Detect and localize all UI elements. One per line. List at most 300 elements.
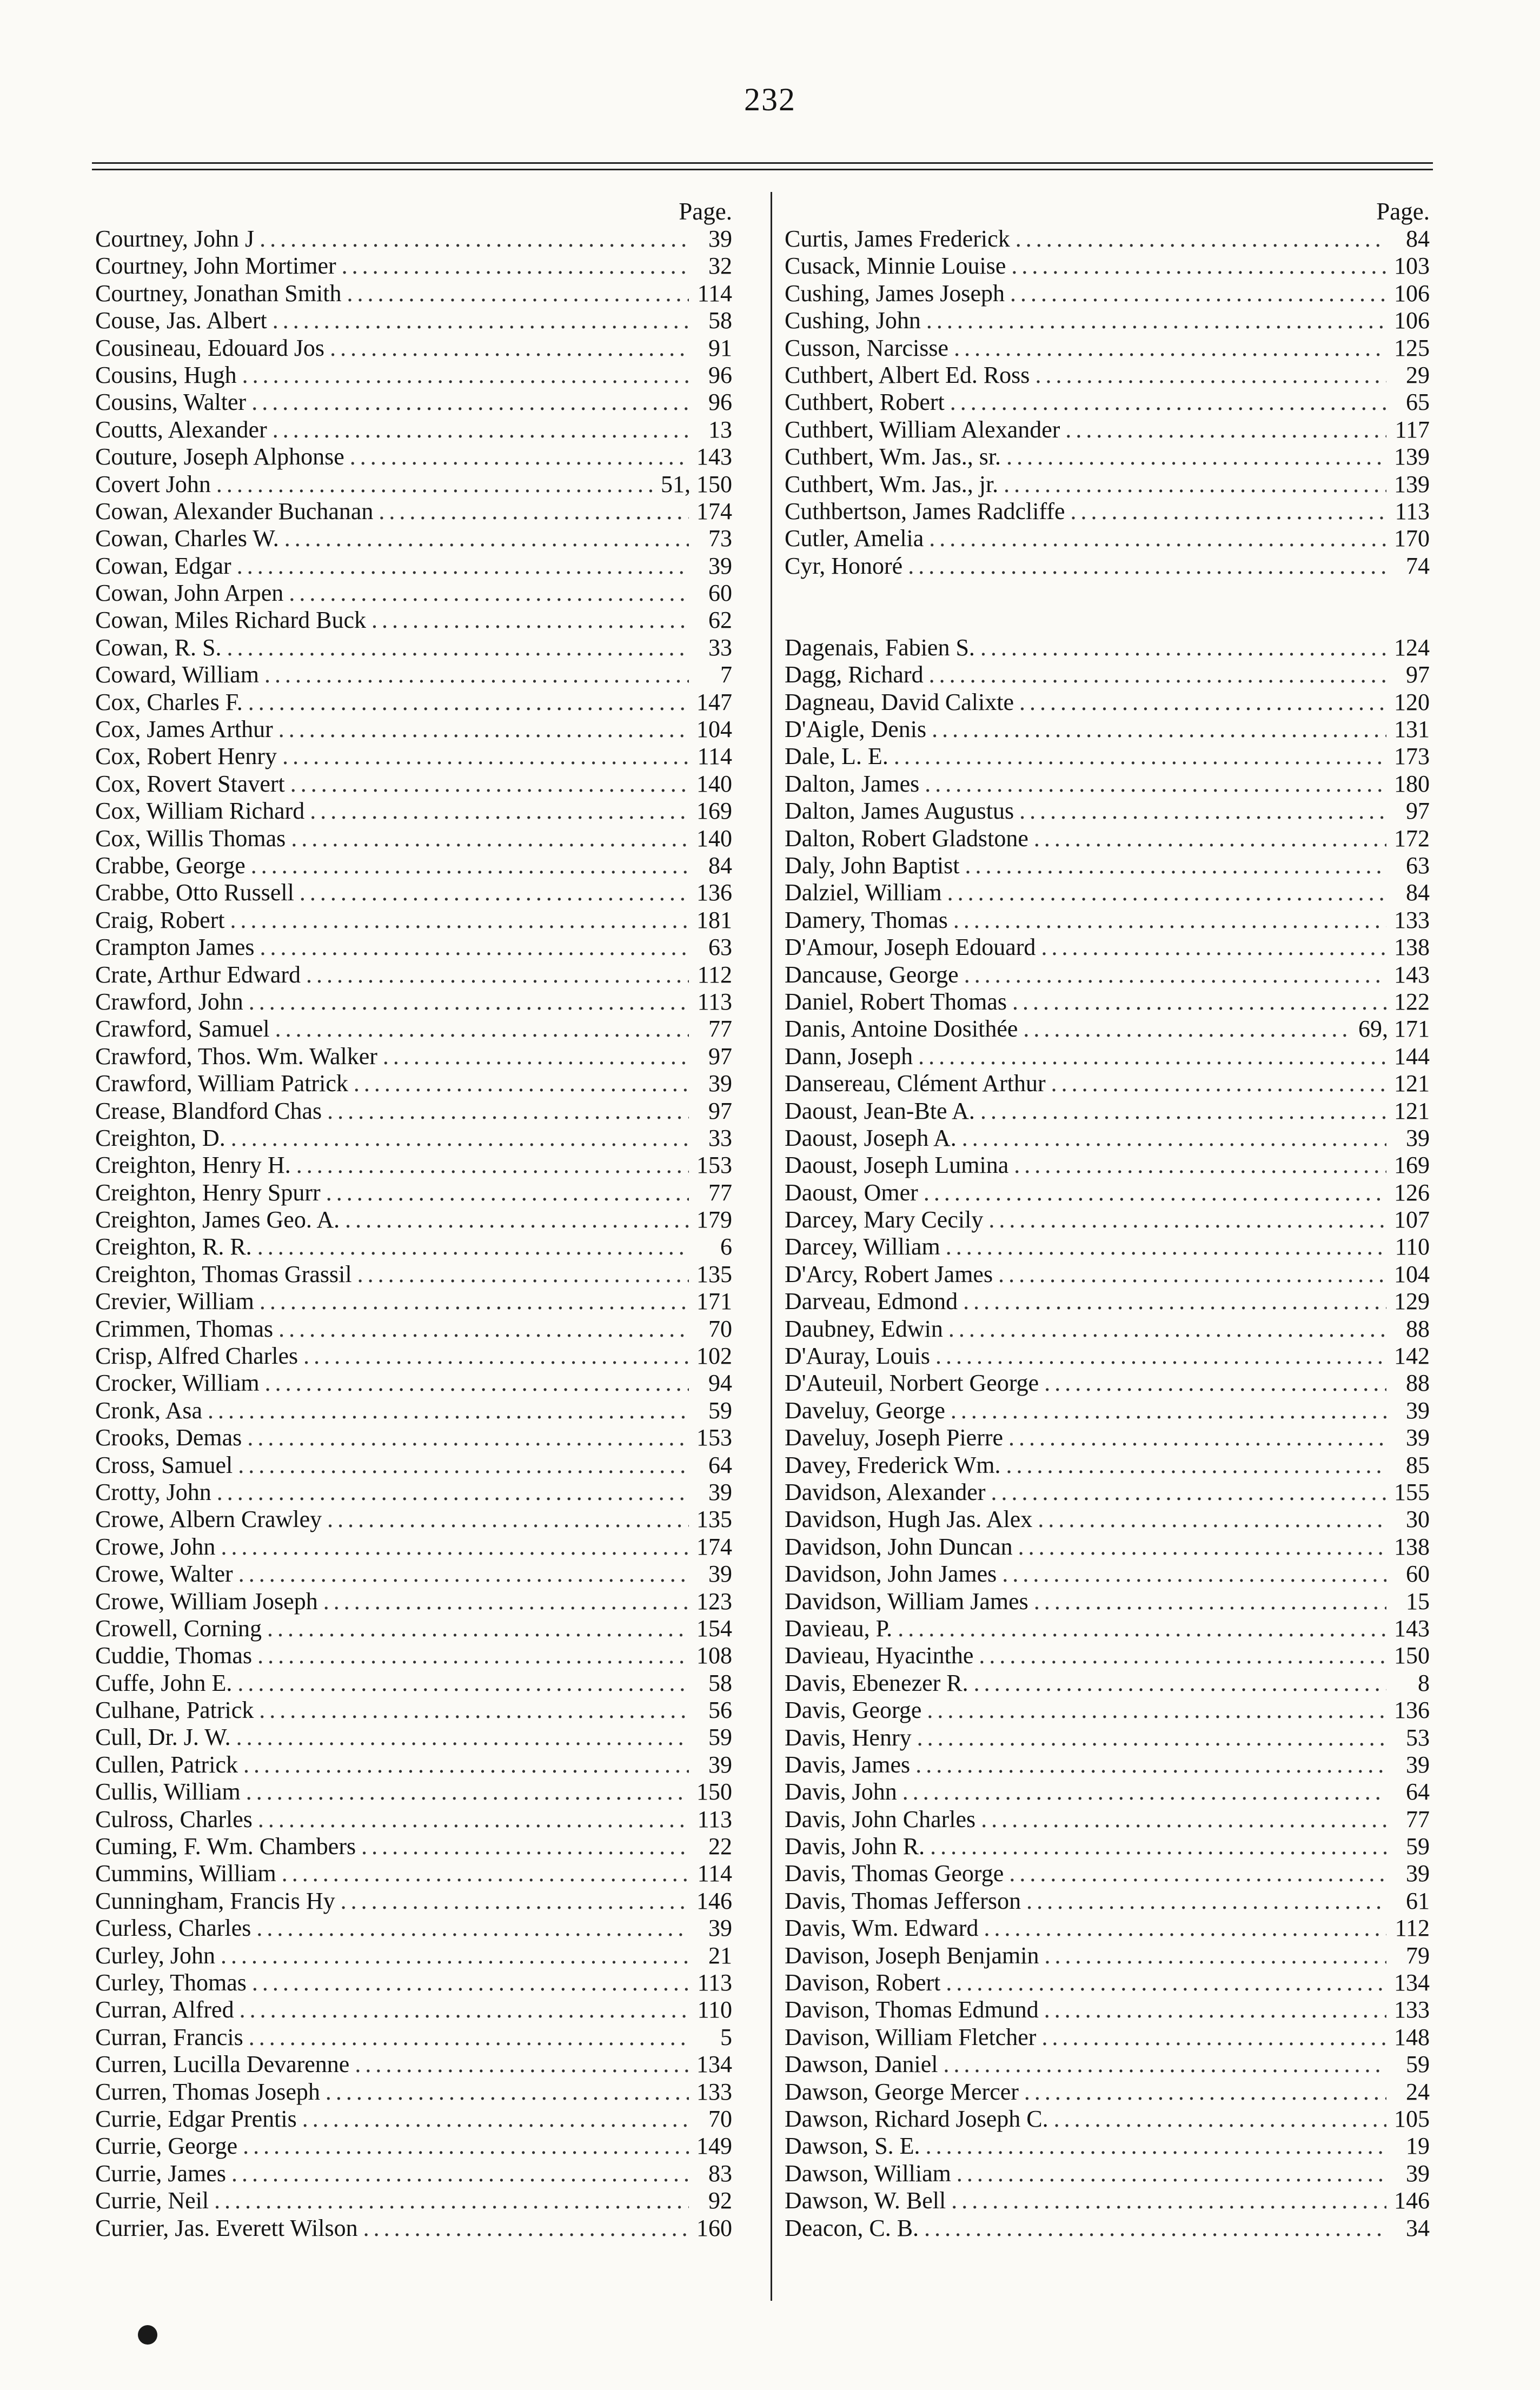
dot-leader (954, 335, 1386, 362)
entry-name: Curran, Alfred (95, 1996, 234, 2023)
dot-leader (227, 634, 689, 661)
dot-leader (231, 1125, 689, 1152)
index-entry (92, 335, 735, 362)
index-entry (92, 1206, 735, 1233)
dot-leader (303, 1343, 689, 1370)
entry-page: 108 (696, 1642, 732, 1669)
entry-name: Dann, Joseph (785, 1043, 913, 1070)
index-entry (781, 2051, 1433, 2078)
entry-name: Dancause, George (785, 961, 959, 988)
header-rule-top (92, 162, 1433, 164)
index-entry (92, 1996, 735, 2023)
entry-name: Cullis, William (95, 1778, 241, 1805)
index-entry (781, 907, 1433, 934)
index-entry (92, 1125, 735, 1152)
dot-leader (965, 852, 1386, 879)
column-heading: Page. (679, 198, 732, 225)
entry-page: 138 (1394, 1533, 1430, 1560)
entry-page: 169 (1394, 1152, 1430, 1179)
entry-name: Dawson, Daniel (785, 2051, 938, 2078)
section-gap (781, 580, 1433, 634)
entry-page: 32 (708, 253, 732, 280)
entry-page: 171 (696, 1288, 732, 1315)
entry-page: 69, 171 (1358, 1015, 1430, 1043)
dot-leader (980, 634, 1386, 661)
entry-name: Davidson, William James (785, 1588, 1028, 1615)
index-entry (92, 1261, 735, 1288)
dot-leader (216, 471, 655, 498)
entry-page: 125 (1394, 334, 1430, 361)
entry-name: Davis, Thomas Jefferson (785, 1887, 1021, 1914)
dot-leader (988, 1206, 1386, 1233)
index-entry (92, 1397, 735, 1424)
entry-page: 154 (696, 1615, 732, 1642)
entry-name: Davis, James (785, 1751, 911, 1778)
index-entry (781, 1806, 1433, 1833)
index-entry (92, 1751, 735, 1778)
entry-page: 172 (1394, 825, 1430, 852)
entry-name: Cross, Samuel (95, 1451, 233, 1478)
index-entry (92, 1506, 735, 1533)
index-entry (781, 471, 1433, 498)
index-entry (92, 1806, 735, 1833)
dot-leader (275, 1015, 689, 1043)
index-entry (92, 1561, 735, 1588)
dot-leader (342, 253, 689, 280)
entry-name: Cunningham, Francis Hy (95, 1887, 335, 1914)
entry-name: Davieau, Hyacinthe (785, 1642, 974, 1669)
entry-name: Couture, Joseph Alphonse (95, 443, 344, 470)
entry-name: Courtney, John Mortimer (95, 253, 336, 280)
entry-name: Crocker, William (95, 1370, 260, 1397)
dot-leader (1002, 1561, 1386, 1588)
index-entry (781, 1969, 1433, 1996)
entry-page: 140 (696, 770, 732, 797)
entry-page: 63 (708, 934, 732, 961)
entry-name: Daveluy, George (785, 1397, 945, 1424)
entry-name: Creighton, James Geo. A. (95, 1206, 340, 1233)
index-entry (92, 1370, 735, 1397)
dot-leader (1044, 1370, 1386, 1397)
index-entry (92, 961, 735, 988)
entry-name: Darveau, Edmond (785, 1288, 958, 1315)
entry-name: Davidson, Hugh Jas. Alex (785, 1506, 1033, 1533)
dot-leader (248, 689, 689, 716)
index-entry (781, 825, 1433, 852)
dot-leader (221, 1533, 689, 1561)
index-entry (92, 852, 735, 879)
dot-leader (355, 2051, 689, 2078)
entry-page: 33 (708, 634, 732, 661)
index-entry (781, 661, 1433, 688)
dot-leader (1008, 1424, 1386, 1451)
entry-page: 59 (708, 1397, 732, 1424)
entry-name: Davidson, Alexander (785, 1478, 986, 1505)
index-entry (781, 961, 1433, 988)
entry-page: 150 (696, 1778, 732, 1805)
dot-leader (1035, 362, 1386, 389)
entry-page: 8 (1418, 1669, 1430, 1696)
dot-leader (957, 2160, 1386, 2187)
entry-page: 150 (1394, 1642, 1430, 1669)
dot-leader (306, 961, 689, 988)
dot-leader (260, 225, 689, 253)
dot-leader (345, 1206, 689, 1233)
entry-page: 124 (1394, 634, 1430, 661)
index-entry (92, 607, 735, 634)
dot-leader (924, 1179, 1386, 1206)
index-entry (781, 389, 1433, 416)
entry-page: 74 (1406, 552, 1430, 579)
entry-page: 77 (708, 1015, 732, 1043)
dot-leader (950, 389, 1386, 416)
entry-page: 153 (696, 1424, 732, 1451)
dot-leader (1071, 498, 1386, 525)
entry-name: Danis, Antoine Dosithée (785, 1015, 1018, 1043)
entry-page: 104 (696, 716, 732, 743)
entry-page: 107 (1394, 1206, 1430, 1233)
entry-name: Dalton, James Augustus (785, 798, 1014, 825)
index-entry (781, 335, 1433, 362)
index-entry (781, 2215, 1433, 2242)
entry-page: 30 (1406, 1506, 1430, 1533)
dot-leader (902, 1778, 1386, 1805)
entry-page: 133 (696, 2078, 732, 2105)
entry-page: 92 (708, 2187, 732, 2214)
index-entry (92, 553, 735, 580)
index-entry (92, 1424, 735, 1451)
dot-leader (946, 1233, 1386, 1260)
dot-leader (1045, 1942, 1386, 1969)
entry-name: Cuthbertson, James Radcliffe (785, 497, 1065, 525)
index-entry (781, 1533, 1433, 1561)
entry-name: Daubney, Edwin (785, 1315, 943, 1342)
dot-leader (278, 716, 689, 743)
index-entry (781, 1888, 1433, 1915)
entry-name: Darcey, Mary Cecily (785, 1206, 984, 1233)
entry-name: Coward, William (95, 661, 259, 688)
dot-leader (361, 1833, 689, 1860)
index-entry (92, 1724, 735, 1751)
entry-page: 61 (1406, 1887, 1430, 1914)
index-entry (92, 2133, 735, 2160)
index-entry (781, 1261, 1433, 1288)
entry-page: 148 (1394, 2023, 1430, 2050)
entry-name: Cuddie, Thomas (95, 1642, 253, 1669)
index-entry (92, 634, 735, 661)
entry-name: Cuthbert, William Alexander (785, 416, 1060, 443)
entry-page: 59 (1406, 1833, 1430, 1860)
index-entry (92, 525, 735, 552)
index-entry (781, 1860, 1433, 1887)
dot-leader (963, 1288, 1386, 1315)
entry-page: 180 (1394, 770, 1430, 797)
index-entry (781, 1778, 1433, 1805)
entry-name: Dale, L. E. (785, 743, 888, 770)
entry-name: Davis, John R. (785, 1833, 925, 1860)
entry-page: 56 (708, 1697, 732, 1724)
entry-page: 94 (708, 1370, 732, 1397)
entry-page: 123 (696, 1588, 732, 1615)
entry-page: 126 (1394, 1179, 1430, 1206)
index-entry (781, 2133, 1433, 2160)
index-entry (781, 1152, 1433, 1179)
dot-leader (929, 525, 1386, 552)
index-entry (781, 362, 1433, 389)
dot-leader (925, 771, 1386, 798)
entry-page: 117 (1395, 416, 1430, 443)
entry-name: Creighton, Henry H. (95, 1152, 291, 1179)
entry-page: 160 (696, 2214, 732, 2241)
index-entry (92, 2187, 735, 2214)
entry-page: 174 (696, 1533, 732, 1560)
index-entry (92, 389, 735, 416)
entry-name: D'Auray, Louis (785, 1343, 931, 1370)
index-entry (781, 2187, 1433, 2214)
entry-name: Cox, James Arthur (95, 716, 273, 743)
entry-name: Davieau, P. (785, 1615, 893, 1642)
entry-name: Currie, Edgar Prentis (95, 2105, 297, 2132)
index-entry (781, 1915, 1433, 1942)
entry-list (92, 225, 735, 2242)
dot-leader (246, 1778, 689, 1805)
entry-page: 133 (1394, 906, 1430, 933)
index-entry (781, 1452, 1433, 1479)
index-entry (92, 280, 735, 307)
dot-leader (894, 743, 1386, 770)
entry-name: Crisp, Alfred Charles (95, 1343, 298, 1370)
entry-page: 77 (1406, 1805, 1430, 1833)
entry-name: Crawford, Samuel (95, 1015, 270, 1043)
entry-page: 39 (708, 1478, 732, 1505)
entry-page: 153 (696, 1152, 732, 1179)
index-entry (92, 498, 735, 525)
index-entry (92, 2215, 735, 2242)
entry-page: 59 (708, 1724, 732, 1751)
dot-leader (230, 907, 689, 934)
entry-name: Daoust, Joseph Lumina (785, 1152, 1009, 1179)
index-entry (92, 1179, 735, 1206)
header-rule-bottom (92, 169, 1433, 170)
entry-name: Crowell, Corning (95, 1615, 262, 1642)
entry-name: Crowe, John (95, 1533, 216, 1560)
entry-name: Crowe, Walter (95, 1561, 233, 1588)
dot-leader (1015, 225, 1386, 253)
entry-name: Davis, Henry (785, 1724, 912, 1751)
index-entry (781, 553, 1433, 580)
index-entry (781, 253, 1433, 280)
dot-leader (1012, 988, 1386, 1015)
dot-leader (1010, 280, 1386, 307)
dot-leader (258, 1806, 689, 1833)
entry-name: Dawson, S. E. (785, 2133, 920, 2160)
dot-leader (257, 1233, 689, 1260)
dot-leader (953, 907, 1386, 934)
entry-name: Crawford, Thos. Wm. Walker (95, 1043, 377, 1070)
dot-leader (273, 307, 689, 334)
entry-page: 149 (696, 2133, 732, 2160)
entry-page: 64 (1406, 1778, 1430, 1805)
index-entry (92, 934, 735, 961)
dot-leader (251, 852, 689, 879)
entry-name: Currie, Neil (95, 2187, 209, 2214)
entry-page: 33 (708, 1124, 732, 1151)
entry-page: 147 (696, 688, 732, 715)
entry-page: 39 (1406, 2160, 1430, 2187)
index-entry (781, 1751, 1433, 1778)
entry-page: 84 (1406, 225, 1430, 252)
entry-name: Cushing, James Joseph (785, 280, 1005, 307)
index-entry (92, 471, 735, 498)
entry-name: Culross, Charles (95, 1805, 253, 1833)
index-entry (92, 1452, 735, 1479)
dot-leader (231, 2160, 689, 2187)
dot-leader (249, 2024, 689, 2051)
entry-name: Crooks, Demas (95, 1424, 242, 1451)
index-entry (781, 771, 1433, 798)
entry-page: 39 (708, 1751, 732, 1778)
dot-leader (252, 1969, 689, 1996)
index-column-right (781, 197, 1433, 2242)
entry-page: 7 (720, 661, 732, 688)
entry-page: 135 (696, 1260, 732, 1287)
entry-name: Covert John (95, 470, 211, 497)
index-entry (781, 634, 1433, 661)
dot-leader (264, 661, 689, 688)
index-entry (92, 1697, 735, 1724)
dot-leader (918, 1043, 1386, 1070)
dot-leader (917, 1724, 1386, 1751)
entry-name: Dagneau, David Calixte (785, 688, 1014, 715)
dot-leader (282, 1860, 689, 1887)
dot-leader (948, 1316, 1386, 1343)
index-entry (92, 1533, 735, 1561)
entry-name: Curley, John (95, 1942, 216, 1969)
entry-name: D'Aigle, Denis (785, 716, 927, 743)
index-entry (92, 988, 735, 1015)
entry-name: Crotty, John (95, 1478, 211, 1505)
index-entry (92, 1070, 735, 1097)
entry-name: Dawson, W. Bell (785, 2187, 946, 2214)
entry-page: 29 (1406, 361, 1430, 388)
entry-name: Crowe, William Joseph (95, 1588, 318, 1615)
dot-leader (242, 362, 689, 389)
entry-page: 144 (1394, 1043, 1430, 1070)
entry-name: Cummins, William (95, 1860, 276, 1887)
entry-name: Dawson, George Mercer (785, 2078, 1019, 2105)
dot-leader (221, 1942, 689, 1969)
entry-page: 39 (708, 1070, 732, 1097)
index-entry (92, 1888, 735, 1915)
index-entry (781, 225, 1433, 253)
entry-page: 60 (1406, 1561, 1430, 1588)
dot-leader (974, 1670, 1386, 1697)
dot-leader (251, 389, 689, 416)
entry-page: 155 (1394, 1478, 1430, 1505)
dot-leader (330, 335, 689, 362)
index-entry (781, 852, 1433, 879)
entry-page: 113 (697, 1805, 732, 1833)
dot-leader (289, 580, 689, 607)
entry-page: 139 (1394, 470, 1430, 497)
dot-leader (946, 1969, 1386, 1996)
entry-page: 143 (1394, 1615, 1430, 1642)
entry-name: Davis, George (785, 1697, 922, 1724)
index-entry (92, 1233, 735, 1260)
dot-leader (249, 988, 689, 1015)
dot-leader (915, 1751, 1386, 1778)
dot-leader (1006, 1452, 1386, 1479)
entry-page: 113 (697, 988, 732, 1015)
dot-leader (951, 1397, 1386, 1424)
entry-name: Courtney, John J (95, 225, 255, 252)
index-entry (781, 443, 1433, 470)
dot-leader (1006, 443, 1386, 470)
dot-leader (998, 1261, 1386, 1288)
index-entry (92, 1670, 735, 1697)
entry-name: Crampton James (95, 934, 255, 961)
index-entry (781, 934, 1433, 961)
entry-name: Cousins, Hugh (95, 361, 237, 388)
entry-name: Crawford, John (95, 988, 243, 1015)
index-entry (92, 879, 735, 906)
dot-leader (354, 1070, 689, 1097)
dot-leader (291, 825, 689, 852)
entry-name: Dawson, Richard Joseph C. (785, 2105, 1048, 2132)
dot-leader (267, 1615, 689, 1642)
index-entry (781, 2079, 1433, 2106)
entry-page: 121 (1394, 1070, 1430, 1097)
index-entry (781, 1043, 1433, 1070)
entry-page: 114 (697, 1860, 732, 1887)
entry-name: Cuthbert, Wm. Jas., jr. (785, 470, 999, 497)
dot-leader (935, 1343, 1386, 1370)
index-entry (92, 2160, 735, 2187)
dot-leader (944, 2051, 1387, 2078)
entry-page: 73 (708, 525, 732, 552)
dot-leader (278, 1316, 689, 1343)
index-entry (781, 1615, 1433, 1642)
dot-leader (1018, 1533, 1386, 1561)
dot-leader (260, 1288, 689, 1315)
entry-name: Cuffe, John E. (95, 1669, 233, 1696)
dot-leader (383, 1043, 689, 1070)
entry-name: Cusson, Narcisse (785, 334, 949, 361)
dot-leader (208, 1397, 689, 1424)
dot-leader (981, 1806, 1386, 1833)
entry-name: Culhane, Patrick (95, 1697, 254, 1724)
dot-leader (243, 1751, 689, 1778)
entry-name: Cox, Rovert Stavert (95, 770, 285, 797)
entry-page: 39 (708, 225, 732, 252)
entry-page: 133 (1394, 1996, 1430, 2023)
index-entry (781, 689, 1433, 716)
index-entry (781, 498, 1433, 525)
dot-leader (927, 1697, 1386, 1724)
dot-leader (932, 716, 1386, 743)
entry-name: Damery, Thomas (785, 906, 948, 933)
index-entry (92, 443, 735, 470)
entry-name: Davis, Thomas George (785, 1860, 1004, 1887)
index-entry (781, 1833, 1433, 1860)
entry-name: D'Amour, Joseph Edouard (785, 934, 1036, 961)
entry-page: 143 (696, 443, 732, 470)
entry-page: 64 (708, 1451, 732, 1478)
dot-leader (326, 2079, 689, 2106)
entry-name: Dagg, Richard (785, 661, 924, 688)
index-entry (92, 253, 735, 280)
index-column-left (92, 197, 735, 2242)
